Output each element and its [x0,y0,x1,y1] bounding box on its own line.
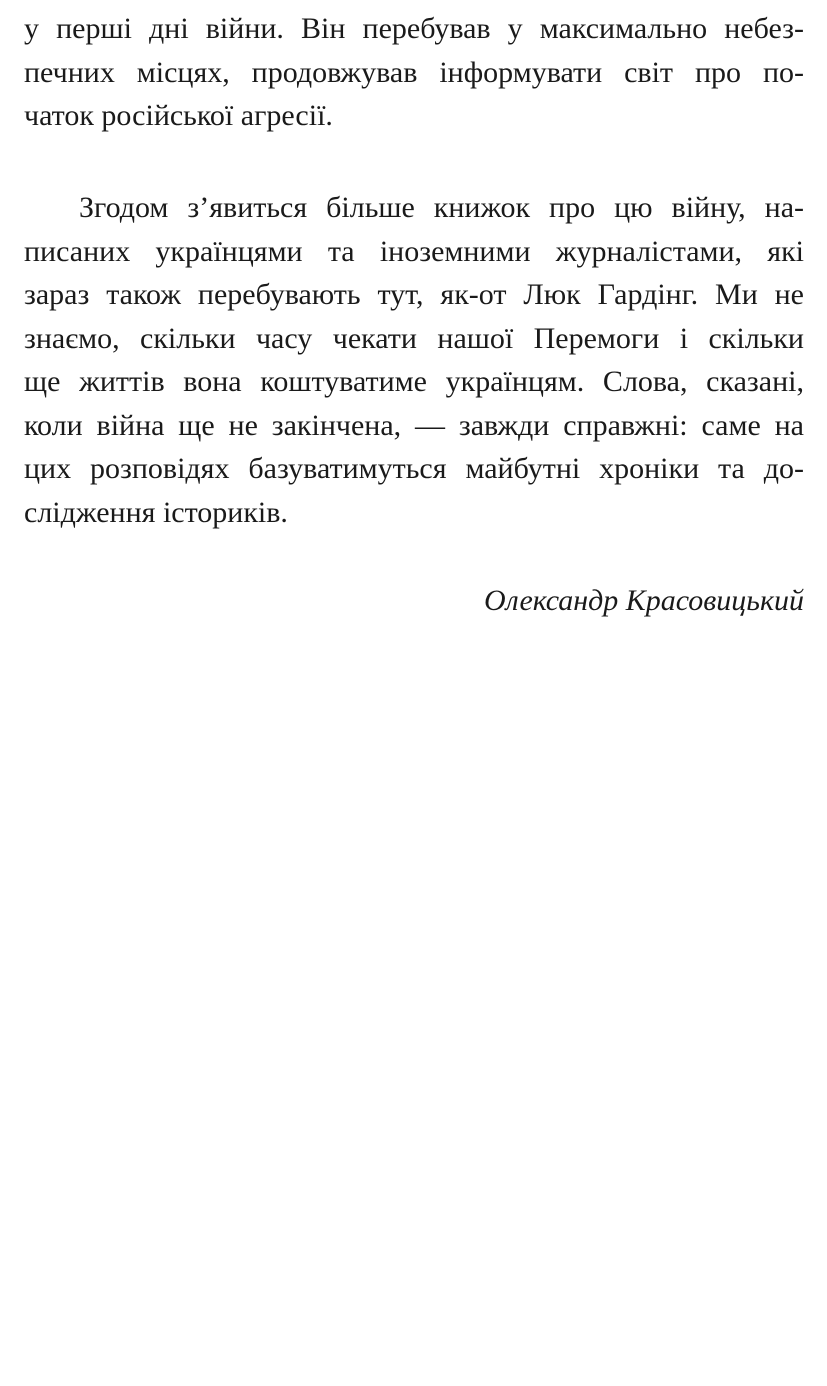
text-line: у перші дні війни. Він перебував у максимально небез- [24,12,804,45]
author-signature: Олександр Красовицький [484,584,804,617]
text-line: писаних українцями та іноземними журналістами, які [24,234,804,268]
text-line: чаток російської агресії. [24,99,333,132]
text-line: цих розповідях базуватимуться майбутні хроніки та до- [24,452,804,485]
paragraph-continuation [24,7,804,138]
text-line: знаємо, скільки часу чекати нашої Перемоги і скільки [24,321,804,355]
paragraph-closing [24,186,804,534]
text-line: зараз також перебувають тут, як-от Люк Гардінг. Ми не [24,278,804,311]
text-line: Згодом з’явиться більше книжок про цю війну, на- [79,191,804,224]
text-line: печних місцях, продовжував інформувати світ про по- [24,55,804,89]
text-line: коли війна ще не закінчена, — завжди справжні: саме на [24,408,804,442]
text-line: ще життів вона коштуватиме українцям. Слова, сказані, [24,365,804,398]
text-line: слідження істориків. [24,495,288,529]
